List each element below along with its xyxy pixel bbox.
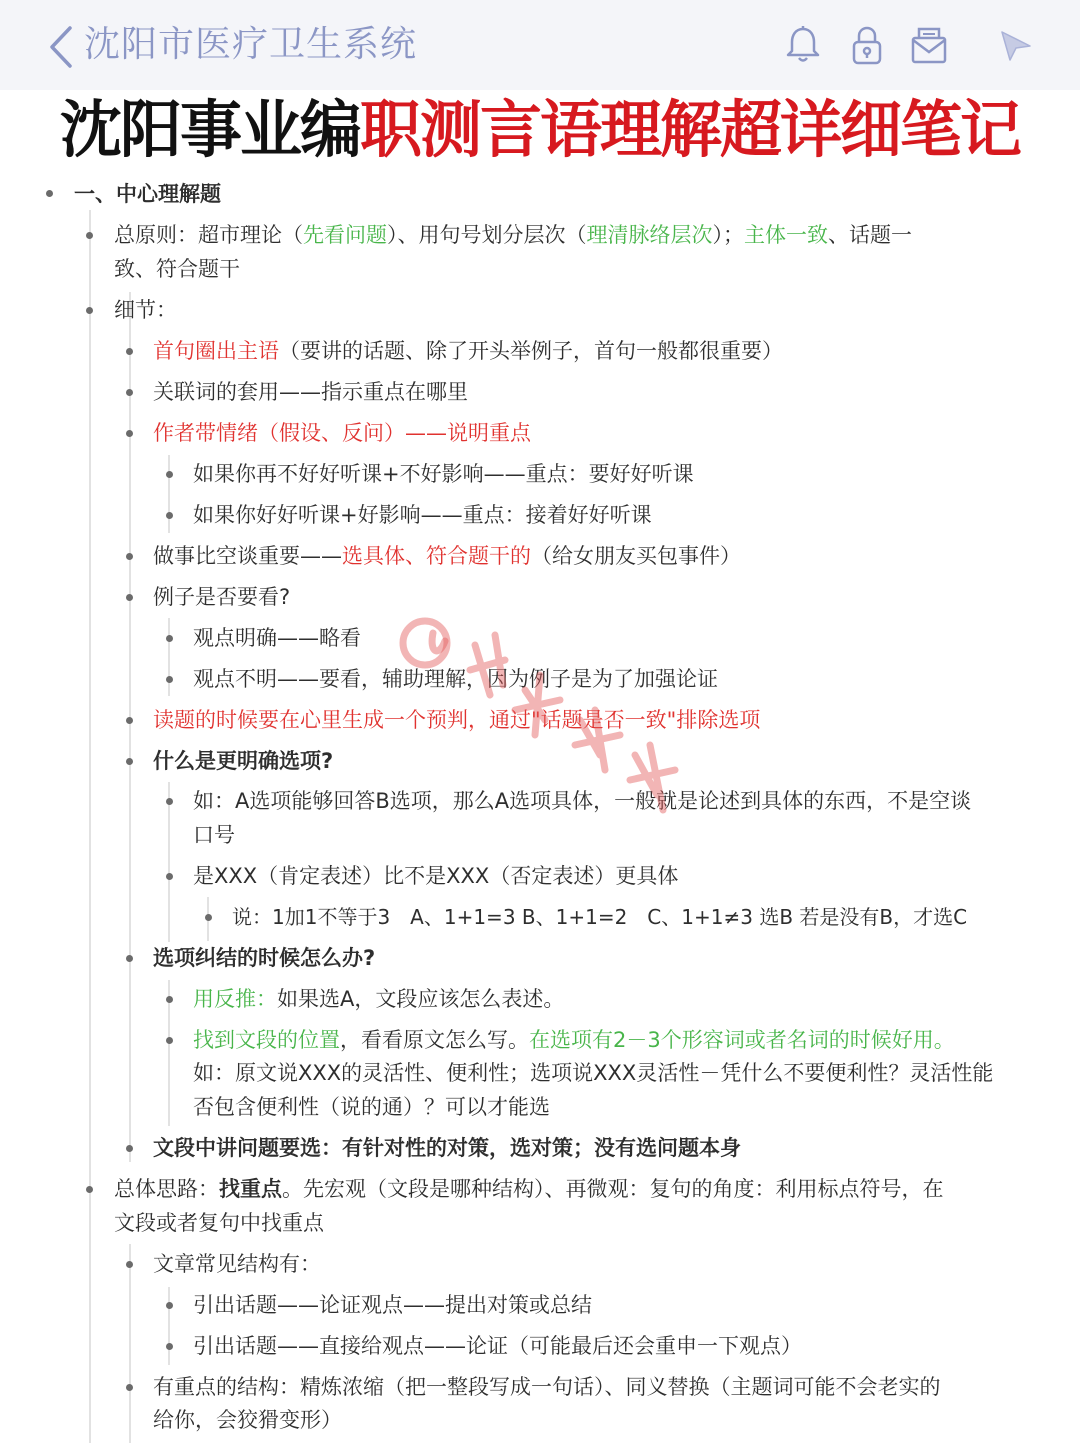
bullet	[126, 1384, 133, 1391]
outline-item-continued: 如：原文说XXX的灵活性、便利性；选项说XXX灵活性－凭什么不要便利性？灵活性能	[193, 1061, 994, 1085]
guide-line	[89, 210, 91, 1443]
guide-line	[168, 455, 170, 533]
outline-item: 用反推：如果选A，文段应该怎么表述。	[193, 987, 565, 1011]
outline-item-continued: 致、符合题干	[114, 257, 240, 281]
outline-item-continued: 文段或者复句中找重点	[114, 1211, 324, 1235]
headline-part-2: 职测言语理解超详细笔记	[360, 93, 1021, 166]
outline-item: 引出话题——直接给观点——论证（可能最后还会重申一下观点）	[193, 1334, 802, 1358]
bullet	[166, 512, 173, 519]
bullet	[126, 1145, 133, 1152]
bullet	[126, 758, 133, 765]
guide-line	[168, 618, 170, 696]
bullet	[126, 594, 133, 601]
bullet	[166, 1302, 173, 1309]
outline-item: 做事比空谈重要——选具体、符合题干的（给女朋友买包事件）	[153, 544, 741, 568]
outline-item: 有重点的结构：精炼浓缩（把一整段写成一句话）、同义替换（主题词可能不会老实的	[153, 1375, 941, 1399]
bullet	[166, 1037, 173, 1044]
outline-item: 观点不明——要看，辅助理解，因为例子是为了加强论证	[193, 667, 718, 691]
headline-part-1: 沈阳事业编	[59, 93, 360, 166]
outline-item: 是XXX（肯定表述）比不是XXX（否定表述）更具体	[193, 864, 679, 888]
outline-item-continued: 口号	[193, 823, 235, 847]
guide-line	[168, 782, 170, 942]
outline-item-continued: 否包含便利性（说的通）？可以才能选	[193, 1095, 550, 1119]
outline-item: 文段中讲问题要选：有针对性的对策，选对策；没有选问题本身	[153, 1136, 741, 1160]
bullet	[166, 676, 173, 683]
outline-item: 总原则：超市理论（先看问题）、用句号划分层次（理清脉络层次）；主体一致、话题一	[114, 223, 912, 247]
bullet	[166, 1343, 173, 1350]
bullet	[46, 190, 53, 197]
bullet	[86, 1186, 93, 1193]
outline-item: 如果你好好听课+好影响——重点：接着好好听课	[193, 503, 652, 527]
bullet	[126, 1261, 133, 1268]
outline-item: 总体思路：找重点。先宏观（文段是哪种结构）、再微观：复句的角度：利用标点符号，在	[114, 1177, 944, 1201]
outline-item: 选项纠结的时候怎么办?	[153, 946, 376, 970]
outline-item: 引出话题——论证观点——提出对策或总结	[193, 1293, 592, 1317]
outline-item: 观点明确——略看	[193, 626, 361, 650]
bullet	[126, 348, 133, 355]
outline-item: 作者带情绪（假设、反问）——说明重点	[153, 421, 531, 445]
bullet	[166, 798, 173, 805]
bullet	[126, 955, 133, 962]
app-title: 沈阳市医疗卫生系统	[84, 24, 418, 65]
bullet	[166, 996, 173, 1003]
outline-item: 首句圈出主语（要讲的话题、除了开头举例子，首句一般都很重要）	[153, 339, 783, 363]
outline-item: 细节：	[114, 298, 177, 322]
bullet	[166, 471, 173, 478]
outline-item: 找到文段的位置，看看原文怎么写。在选项有2－3个形容词或者名词的时候好用。	[193, 1028, 955, 1052]
outline-item: 说：1加1不等于3 A、1+1=3 B、1+1=2 C、1+1≠3 选B 若是没有B，才选C	[232, 905, 968, 929]
bullet	[126, 430, 133, 437]
bullet	[126, 389, 133, 396]
bullet	[86, 232, 93, 239]
bullet	[205, 914, 212, 921]
outline-item: 例子是否要看?	[153, 585, 291, 609]
guide-line	[129, 292, 131, 1162]
outline-item-continued: 给你，会狡猾变形）	[153, 1408, 342, 1432]
outline-item: 一、中心理解题	[74, 182, 221, 206]
bullet	[166, 635, 173, 642]
bullet	[166, 873, 173, 880]
guide-line	[168, 1287, 170, 1365]
bullet	[126, 553, 133, 560]
bullet	[86, 307, 93, 314]
outline-item: 文章常见结构有：	[153, 1252, 321, 1276]
outline-item: 如果你再不好好听课+不好影响——重点：要好好听课	[193, 462, 694, 486]
guide-line	[129, 1244, 131, 1443]
bullet	[126, 717, 133, 724]
outline-item: 关联词的套用——指示重点在哪里	[153, 380, 468, 404]
outline-item: 如：A选项能够回答B选项，那么A选项具体，一般就是论述到具体的东西，不是空谈	[193, 789, 972, 813]
outline-item: 什么是更明确选项?	[153, 749, 334, 773]
outline-item: 读题的时候要在心里生成一个预判，通过"话题是否一致"排除选项	[153, 708, 761, 732]
